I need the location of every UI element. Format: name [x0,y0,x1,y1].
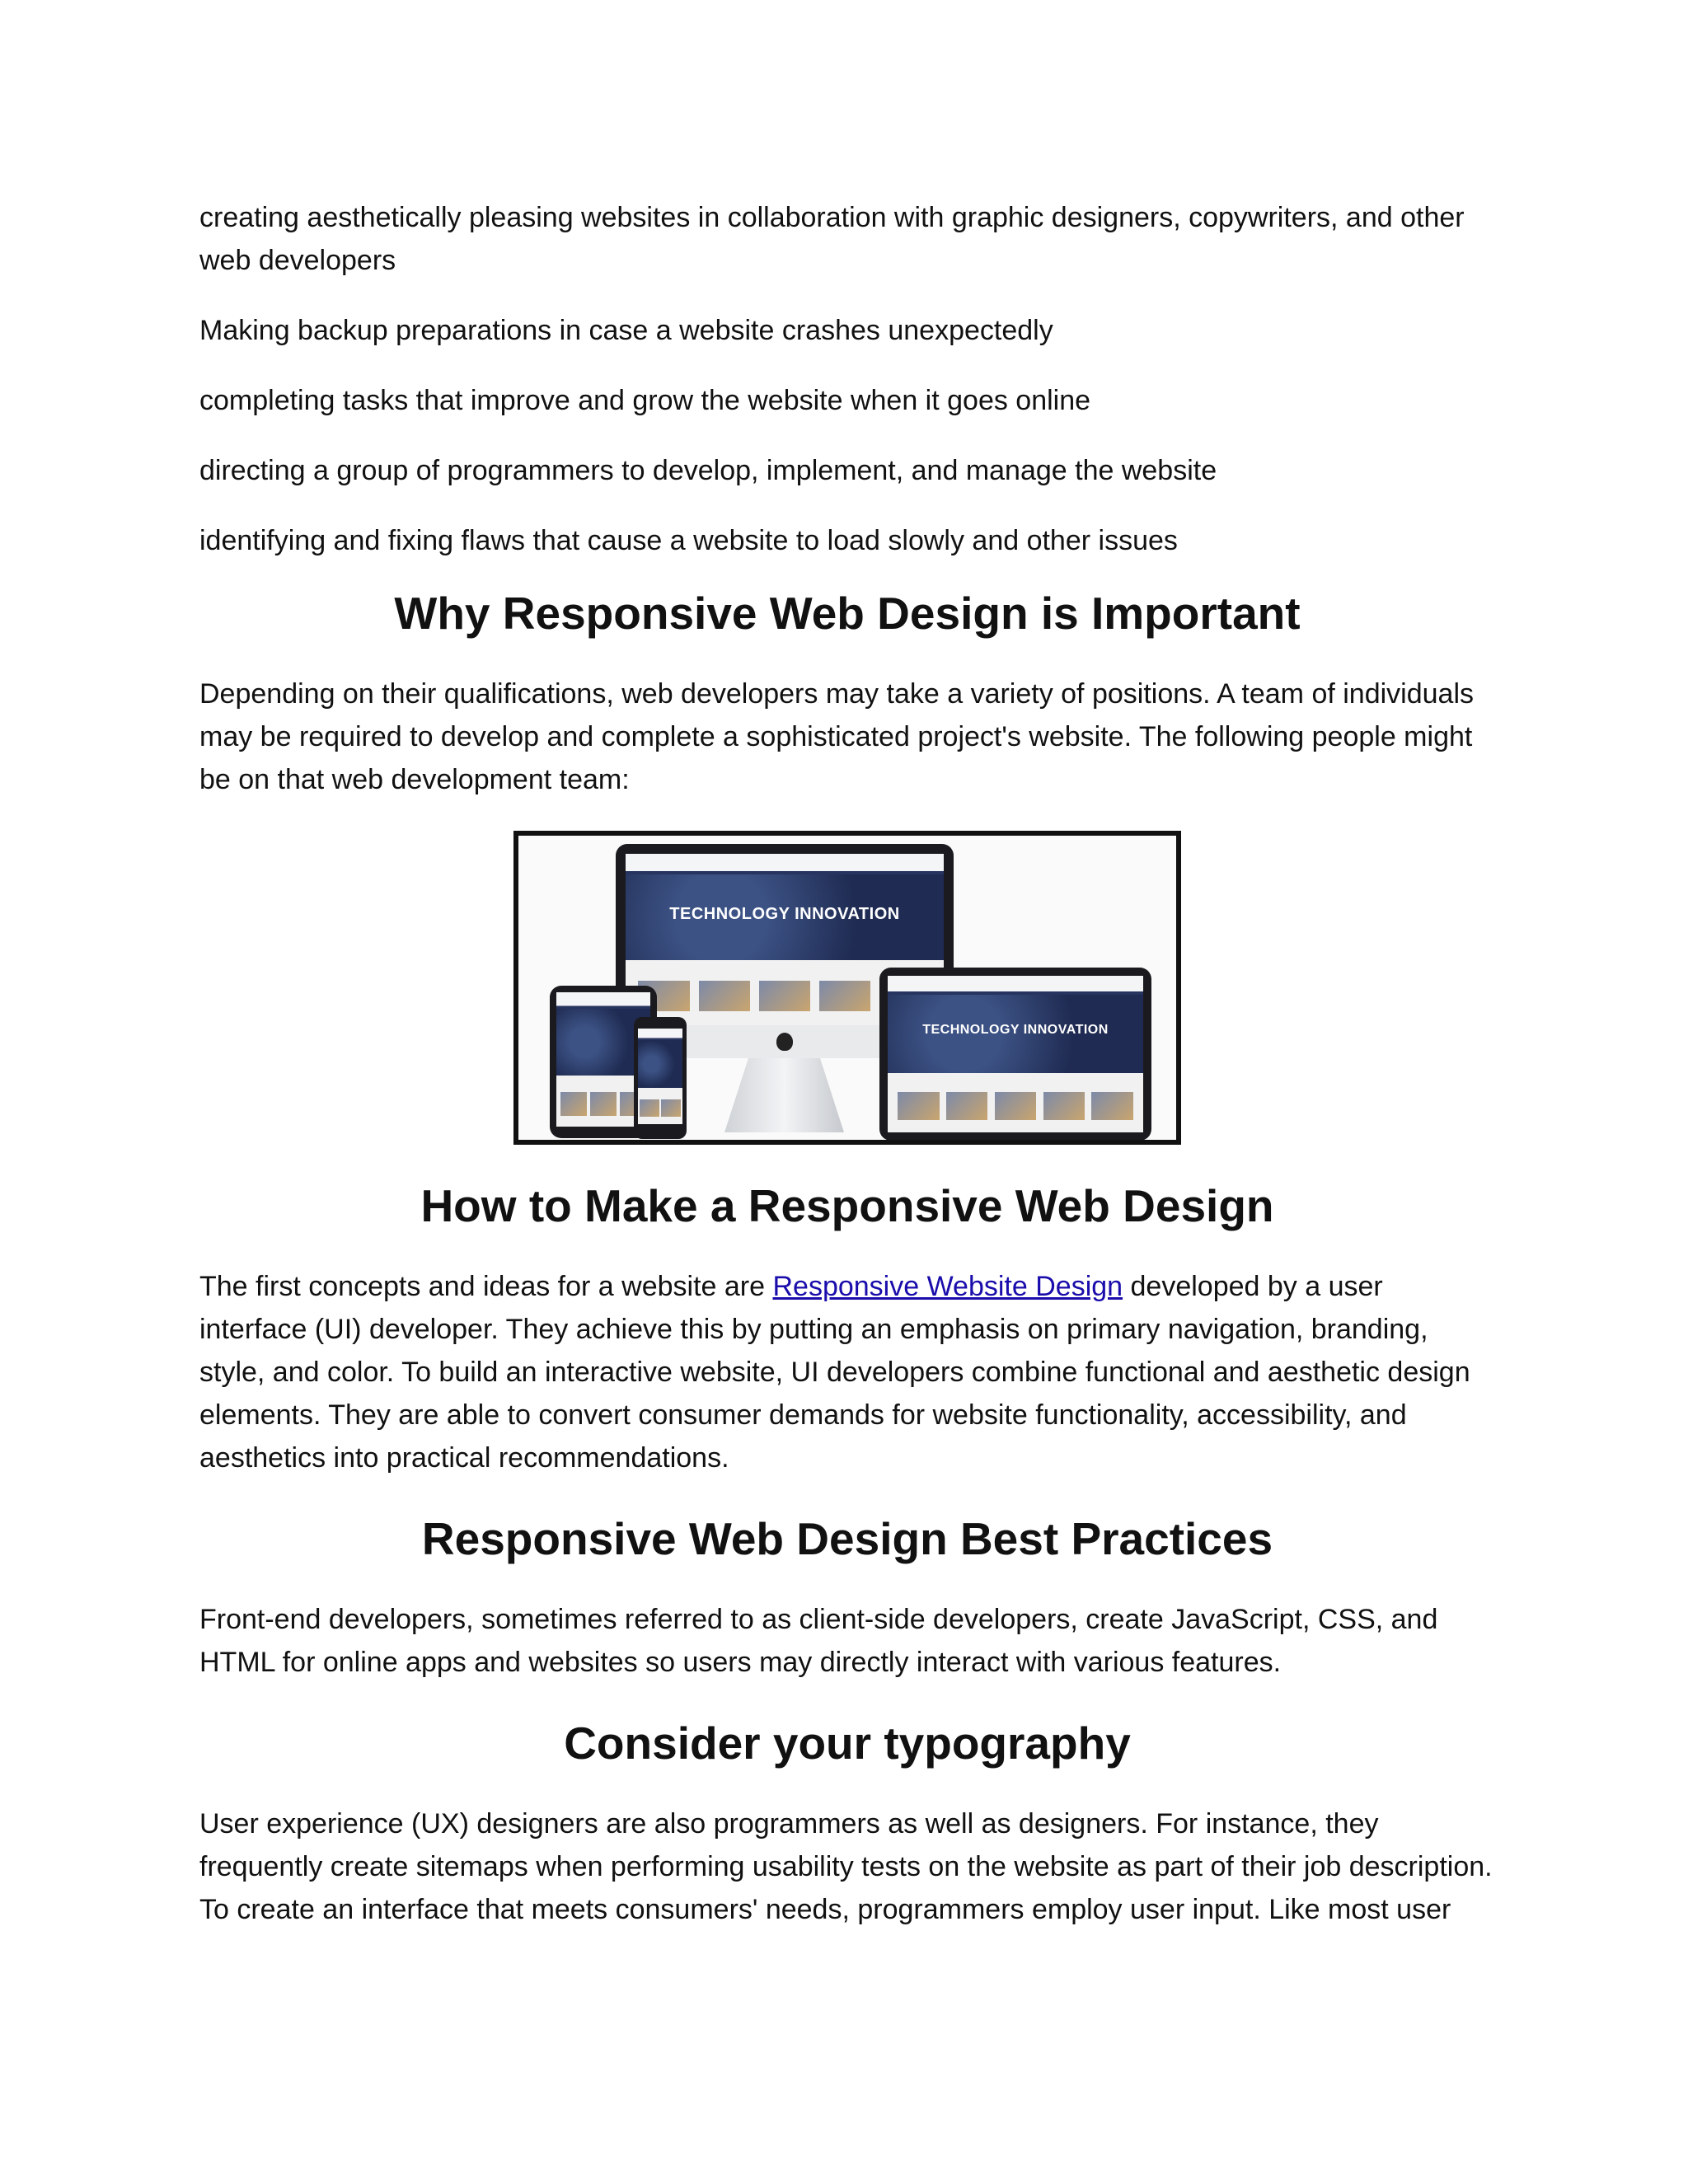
document-body [199,196,1495,1931]
list-item: Making backup preparations in case a website crashes unexpectedly [199,315,1053,346]
tablet-landscape-screen [888,976,1143,1132]
section-heading-best-practices: Responsive Web Design Best Practices [421,1513,1273,1564]
section-heading-why-important: Why Responsive Web Design is Important [394,588,1301,639]
responsive-website-design-link[interactable]: Responsive Website Design [772,1271,1123,1302]
section-body-why-important: Depending on their qualifications, web developers may take a variety of positions. A team of individuals may be required to develop and complete a sophisticated project's website. The following people might be on that web development team: [199,678,1475,795]
section-body-best-practices: Front-end developers, sometimes referred to as client-side developers, create JavaScript, CSS, and HTML for online apps and websites so users may directly interact with various features. [199,1604,1438,1678]
responsive-devices-image [513,831,1181,1145]
smartphone-screen [638,1029,682,1124]
list-item: identifying and fixing flaws that cause a website to load slowly and other issues [199,525,1178,556]
section-heading-typography: Consider your typography [564,1718,1131,1769]
apple-logo-icon [776,1033,793,1051]
list-item: creating aesthetically pleasing websites in collaboration with graphic designers, copywriters, and other web developers [199,202,1465,276]
list-item: completing tasks that improve and grow the website when it goes online [199,385,1091,416]
section-body-how-to-make: The first concepts and ideas for a website are Responsive Website Design developed by a user interface (UI) developer. They achieve this by putting an emphasis on primary navigation, branding, style, and color. To build an interactive website, UI developers combine functional and aesthetic design elements. They are able to convert consumer demands for website functionality, accessibility, and aesthetics into practical recommendations. [199,1271,1470,1474]
monitor-stand [724,1058,844,1132]
list-item: directing a group of programmers to develop, implement, and manage the website [199,455,1217,486]
section-heading-how-to-make: How to Make a Responsive Web Design [420,1180,1274,1231]
smartphone-illustration [634,1017,687,1139]
section-body-typography: User experience (UX) designers are also programmers as well as designers. For instance, they frequently create sitemaps when performing usability tests on the website as part of their job description. To create an interface that meets consumers' needs, programmers employ user input. Like most user [199,1808,1493,1925]
tablet-screen-title: TECHNOLOGY INNOVATION [922,1023,1109,1037]
hero-image-container [199,831,1495,1145]
tablet-landscape-illustration [879,968,1151,1141]
desktop-screen-title: TECHNOLOGY INNOVATION [669,905,900,924]
